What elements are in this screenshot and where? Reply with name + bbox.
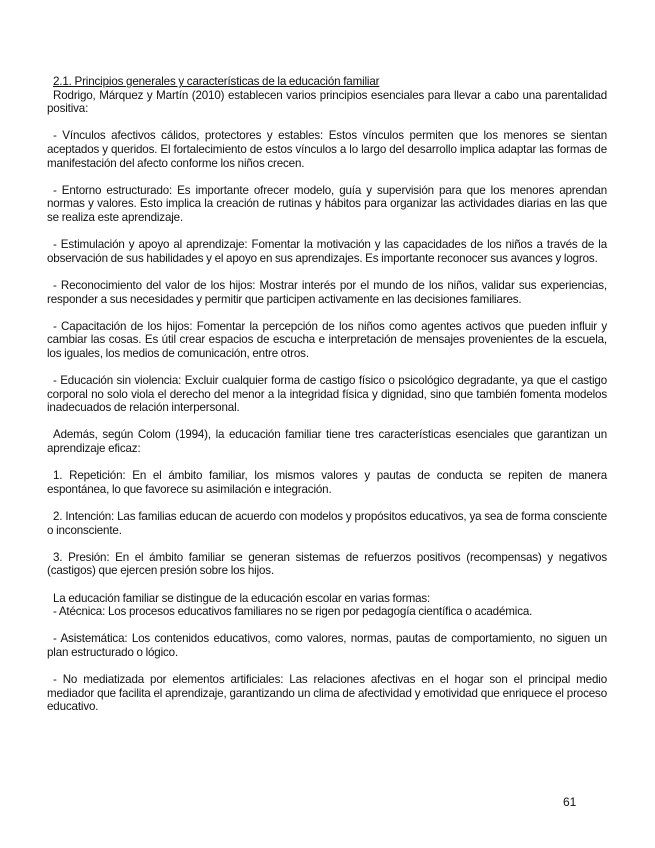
principle-sin-violencia: - Educación sin violencia: Excluir cualquier forma de castigo físico o psicológico degradante, ya que el castigo corporal no solo viola el derecho del menor a la integridad física y dignidad, sino que también fomenta modelos inadecuados de relación interpersonal. — [47, 374, 607, 415]
principle-vinculos: - Vínculos afectivos cálidos, protectores y estables: Estos vínculos permiten que los menores se sientan aceptados y queridos. El fortalecimiento de estos vínculos a lo largo del desarrollo implica adaptar las formas de manifestación del afecto conforme los niños crecen. — [47, 129, 607, 170]
characteristic-presion: 3. Presión: En el ámbito familiar se generan sistemas de refuerzos positivos (recompensas) y negativos (castigos) que ejercen presión sobre los hijos. — [47, 550, 607, 578]
characteristic-intencion: 2. Intención: Las familias educan de acuerdo con modelos y propósitos educativos, ya sea de forma consciente o inconsciente. — [47, 510, 607, 537]
characteristic-repeticion: 1. Repetición: En el ámbito familiar, los mismos valores y pautas de conducta se repiten de manera espontánea, lo que favorece su asimilación e integración. — [47, 469, 607, 496]
section-heading: 2.1. Principios generales y características de la educación familiar — [53, 75, 380, 88]
distinction-no-mediatizada: - No mediatizada por elementos artificiales: Las relaciones afectivas en el hogar son el principal medio mediador que facilita el aprendizaje, garantizando un clima de afectividad y emotividad que enriquece el proceso educativo. — [47, 673, 607, 714]
intro-paragraph: Rodrigo, Márquez y Martín (2010) establecen varios principios esenciales para llevar a cabo una parentalidad positiva: — [47, 88, 607, 116]
principle-capacitacion: - Capacitación de los hijos: Fomentar la percepción de los niños como agentes activos que pueden influir y cambiar las cosas. Es útil crear espacios de escucha e interpretación de mensajes provenientes de la escuela, los iguales, los medios de comunicación, entre otros. — [47, 319, 607, 360]
distinction-asistematica: - Asistemática: Los contenidos educativos, como valores, normas, pautas de comportamiento, no siguen un plan estructurado o lógico. — [47, 632, 607, 659]
distinction-intro: La educación familiar se distingue de la educación escolar en varias formas: — [53, 591, 431, 605]
distinction-atecnica: - Atécnica: Los procesos educativos familiares no se rigen por pedagogía científica o académica. — [53, 605, 533, 619]
principle-entorno: - Entorno estructurado: Es importante ofrecer modelo, guía y supervisión para que los menores aprendan normas y valores. Esto implica la creación de rutinas y hábitos para organizar las actividades diarias en las que se realiza este aprendizaje. — [47, 183, 607, 224]
principle-estimulacion: - Estimulación y apoyo al aprendizaje: Fomentar la motivación y las capacidades de los niños a través de la observación de sus habilidades y el apoyo en sus aprendizajes. Es importante reconocer sus avances y logros. — [47, 238, 607, 265]
principle-reconocimiento: - Reconocimiento del valor de los hijos: Mostrar interés por el mundo de los niños, validar sus experiencias, responder a sus necesidades y permitir que participen activamente en las decisiones familiares. — [47, 278, 607, 306]
page-number: 61 — [563, 795, 577, 809]
characteristics-intro: Además, según Colom (1994), la educación familiar tiene tres características esenciales que garantizan un aprendizaje eficaz: — [47, 428, 607, 456]
document-body — [47, 75, 607, 728]
